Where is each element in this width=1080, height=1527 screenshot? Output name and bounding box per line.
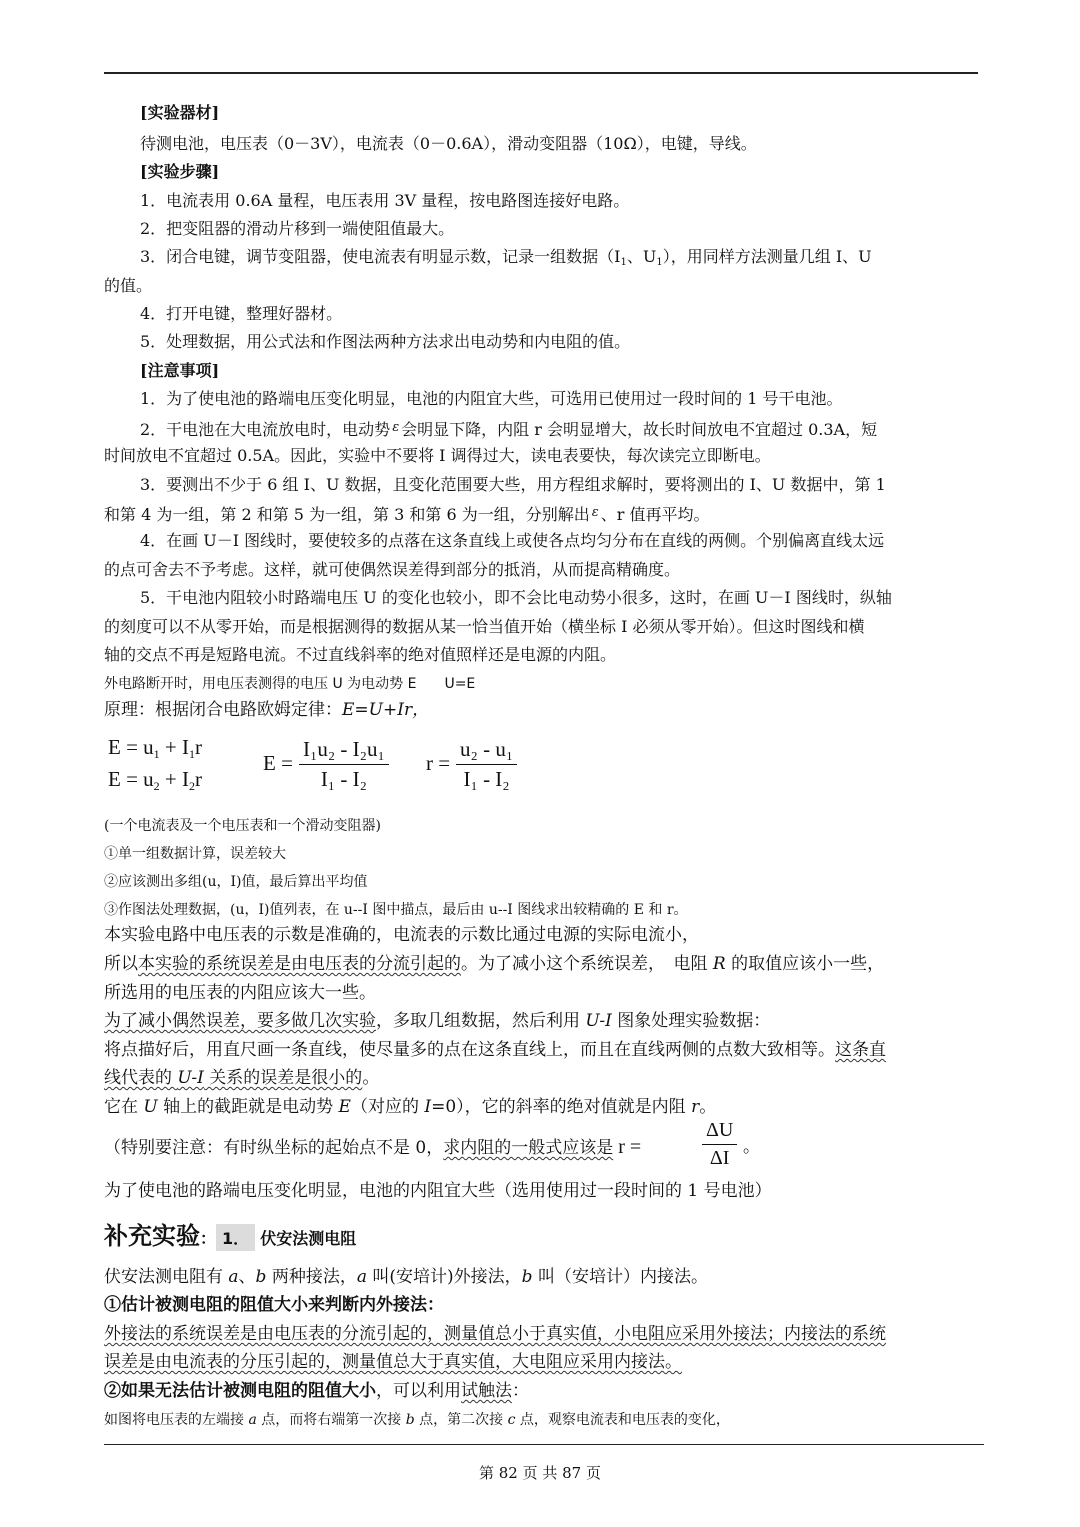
note-5-continuation-2: 轴的交点不再是短路电流。不过直线斜率的绝对值照样还是电源的内阻。 [104, 645, 617, 664]
voltammetry-line-1 [104, 1266, 708, 1288]
underlined-text: 关系的误差是很小的 [203, 1068, 363, 1088]
voltammetry-heading-2 [104, 1380, 529, 1402]
variable-a: a [228, 1267, 239, 1287]
text-part: 。 [699, 1097, 717, 1117]
underlined-text: 为了减小偶然误差，要多做几次实验 [104, 1011, 376, 1031]
steps-heading: [实验步骤] [140, 162, 220, 181]
variable-b: b [255, 1267, 267, 1287]
header-rule [104, 72, 978, 74]
error-line-1: 本实验电路中电压表的示数是准确的，电流表的示数比通过电源的实际电流小， [104, 925, 699, 945]
text-part: 点，第二次接 [414, 1412, 508, 1428]
equipment-text: 待测电池，电压表（0－3V），电流表（0－0.6A），滑动变阻器（10Ω），电键，导线。 [140, 134, 757, 153]
note-2 [140, 417, 877, 441]
supplement-colon: ： [200, 1229, 217, 1248]
underlined-text: 试触法 [461, 1381, 512, 1401]
text-part: 叫(安培计)外接法， [366, 1267, 522, 1287]
slope-denominator: ΔI [709, 1147, 730, 1169]
step-3-part: 、U [626, 247, 657, 266]
variable-a: a [356, 1267, 367, 1287]
method-note-1: ①单一组数据计算，误差较大 [104, 846, 286, 862]
variable-UI: U-I [177, 1068, 204, 1088]
error-line-3: 所选用的电压表的内阻应该大一些。 [104, 983, 376, 1003]
eq-part: + I [159, 767, 190, 791]
slope-fraction [702, 1119, 737, 1170]
step-3-part: 3．闭合电键，调节变阻器，使电流表有明显示数，记录一组数据（I [140, 247, 621, 266]
error-line-4 [104, 1010, 770, 1032]
voltammetry-para-2 [104, 1351, 682, 1373]
text-part: 叫（安培计）内接法。 [532, 1267, 708, 1287]
supplement-title: 补充实验 [104, 1222, 200, 1250]
text-part: ，多取几组数据，然后利用 [376, 1011, 586, 1031]
step-5: 5．处理数据，用公式法和作图法两种方法求出电动势和内电阻的值。 [140, 332, 631, 351]
apparatus-note: (一个电流表及一个电压表和一个滑动变阻器) [104, 818, 381, 834]
error-line-5 [104, 1039, 886, 1061]
epsilon-symbol: ε [591, 505, 599, 520]
variable-b: b [521, 1267, 533, 1287]
text-part: 的取值应该小一些， [725, 954, 885, 974]
emf-fraction [299, 737, 389, 792]
text-part: （对应的 [350, 1097, 425, 1117]
equation-2 [108, 767, 202, 794]
slope-numerator: ΔU [702, 1119, 737, 1145]
step-3-continuation: 的值。 [104, 276, 153, 295]
footer-rule [104, 1444, 984, 1445]
note-2-part: 会明显下降，内阻 r 会明显增大，故长时间放电不宜超过 0.3A，短 [401, 420, 878, 439]
eq-part: r [195, 767, 203, 791]
bold-text: ②如果无法估计被测电阻的阻值大小 [104, 1381, 376, 1401]
method-note-2: ②应该测出多组(u，I)值，最后算出平均值 [104, 874, 368, 890]
text-part: 、 [238, 1267, 256, 1287]
text-part: 如图将电压表的左端接 [104, 1412, 249, 1428]
underlined-text: 本实验的系统误差是由电压表的分流引起的 [138, 954, 461, 974]
text-part: 轴上的截距就是电动势 [157, 1097, 339, 1117]
subscript: 1 [620, 257, 627, 268]
subscript: 1 [153, 747, 160, 761]
note-1: 1．为了使电池的路端电压变化明显，电池的内阻宜大些，可选用已使用过一段时间的 1 号干电池。 [140, 389, 843, 408]
equipment-heading: [实验器材] [140, 103, 220, 122]
variable-b: b [405, 1412, 415, 1428]
variable-E: E [338, 1097, 351, 1117]
underlined-text: 求内阻的一般式应该是 [443, 1138, 614, 1158]
subscript: 2 [189, 779, 196, 793]
underlined-text: 这条直 [835, 1040, 886, 1060]
subscript: 2 [153, 779, 160, 793]
resistance-fraction [456, 737, 517, 792]
note-4-continuation: 的点可舍去不予考虑。这样，就可使偶然误差得到部分的抵消，从而提高精确度。 [104, 560, 681, 579]
note-3-continuation [104, 502, 710, 526]
variable-r: r [691, 1097, 700, 1117]
emf-label: E = [263, 751, 293, 775]
resistance-numerator: u₂ - u₁ [456, 737, 517, 765]
subscript: 1 [656, 257, 663, 268]
step-4: 4．打开电键，整理好器材。 [140, 304, 343, 323]
voltammetry-heading-1: ①估计被测电阻的阻值大小来判断内外接法： [104, 1295, 444, 1315]
note-3-part: 、r 值再平均。 [600, 505, 710, 524]
supplement-number: 1． [216, 1224, 255, 1251]
text-part: ： [512, 1381, 529, 1401]
eq-part: E = u [108, 767, 154, 791]
text-part: 将点描好后，用直尺画一条直线，使尽量多的点在这条直线上，而且在直线两侧的点数大致相等。 [104, 1040, 835, 1060]
text-part: 两种接法， [266, 1267, 357, 1287]
text-part: 它在 [104, 1097, 144, 1117]
notes-heading: [注意事项] [140, 361, 220, 380]
open-circuit-line: 外电路断开时，用电压表测得的电压 U 为电动势 E U=E [104, 676, 476, 692]
eq-part: + I [159, 735, 190, 759]
equation-1 [108, 735, 202, 762]
supplement-heading [104, 1216, 356, 1251]
step-3 [140, 246, 872, 274]
note-3-part: 和第 4 为一组，第 2 和第 5 为一组，第 3 和第 6 为一组，分别解出 [104, 505, 590, 524]
variable-U: U [143, 1097, 158, 1117]
error-line-2 [104, 953, 884, 975]
slope-period: 。 [743, 1137, 760, 1157]
step-2: 2．把变阻器的滑动片移到一端使阻值最大。 [140, 219, 455, 238]
method-note-3: ③作图法处理数据，(u，I)值列表，在 u--I 图中描点，最后由 u--I 图线求出较精确的 E 和 r。 [104, 902, 688, 918]
variable-r: r = [613, 1136, 642, 1158]
text-part: 。为了减小这个系统误差， 电阻 [461, 954, 713, 974]
variable-R: R [712, 954, 726, 974]
emf-numerator: I₁u₂ - I₂u₁ [299, 737, 389, 765]
supplement-subtitle: 伏安法测电阻 [260, 1229, 357, 1248]
voltammetry-para-3 [104, 1409, 730, 1431]
resistance-label: r = [426, 751, 451, 775]
note-3: 3．要测出不少于 6 组 I、U 数据，且变化范围要大些，用方程组求解时，要将测出的 I、U 数据中，第 1 [140, 475, 886, 494]
resistance-denominator: I₁ - I₂ [463, 767, 510, 791]
text-part: 。 [362, 1068, 380, 1088]
text-part: 图象处理实验数据： [611, 1011, 771, 1031]
variable-a: a [248, 1412, 257, 1428]
principle-formula: E=U+Ir， [342, 700, 430, 720]
note-5-continuation-1: 的刻度可以不从零开始，而是根据测得的数据从某一恰当值开始（横坐标 I 必须从零开始）。但这时图线和横 [104, 617, 865, 636]
text-part: =0），它的斜率的绝对值就是内阻 [431, 1097, 692, 1117]
text-part: 所以 [104, 954, 138, 974]
principle-prefix: 原理：根据闭合电路欧姆定律： [104, 700, 342, 720]
step-1: 1．电流表用 0.6A 量程，电压表用 3V 量程，按电路图连接好电路。 [140, 191, 630, 210]
error-line-8 [104, 1136, 641, 1159]
underlined-text: 线代表的 [104, 1068, 178, 1088]
note-2-part: 2．干电池在大电流放电时，电动势 [140, 420, 391, 439]
subscript: 1 [189, 747, 196, 761]
error-line-9: 为了使电池的路端电压变化明显，电池的内阻宜大些（选用使用过一段时间的 1 号电池） [104, 1181, 772, 1201]
error-line-6 [104, 1067, 379, 1089]
text-part: （特别要注意：有时纵坐标的起始点不是 0， [104, 1138, 444, 1158]
text-part: 点，而将右端第一次接 [256, 1412, 406, 1428]
eq-part: r [195, 735, 203, 759]
step-3-part: ），用同样方法测量几组 I、U [662, 247, 872, 266]
emf-denominator: I₁ - I₂ [320, 767, 367, 791]
text-part: 伏安法测电阻有 [104, 1267, 229, 1287]
note-5: 5．干电池内阻较小时路端电压 U 的变化也较小，即不会比电动势小很多，这时，在画 U－I 图线时，纵轴 [140, 588, 892, 607]
variable-c: c [507, 1412, 516, 1428]
eq-part: E = u [108, 735, 154, 759]
text-part: ，可以利用 [376, 1381, 461, 1401]
variable-I: I [424, 1097, 432, 1117]
note-4: 4．在画 U－I 图线时，要使较多的点落在这条直线上或使各点均匀分布在直线的两侧。个别偏离直线太远 [140, 531, 885, 550]
note-2-continuation: 时间放电不宜超过 0.5A。因此，实验中不要将 I 调得过大，读电表要快，每次读完立即断电。 [104, 446, 771, 465]
text-part: 点，观察电流表和电压表的变化， [515, 1412, 730, 1428]
voltammetry-para-1 [104, 1323, 886, 1345]
epsilon-symbol: ε [392, 420, 400, 435]
principle-line [104, 699, 429, 721]
underlined-text: 误差是由电流表的分压引起的，测量值总大于真实值，大电阻应采用内接法。 [104, 1352, 682, 1372]
page-number: 第 82 页 共 87 页 [478, 1464, 601, 1482]
underlined-text: 外接法的系统误差是由电压表的分流引起的，测量值总小于真实值，小电阻应采用外接法；内接法的系统 [104, 1324, 886, 1344]
error-line-7 [104, 1096, 716, 1118]
variable-UI: U-I [585, 1011, 612, 1031]
